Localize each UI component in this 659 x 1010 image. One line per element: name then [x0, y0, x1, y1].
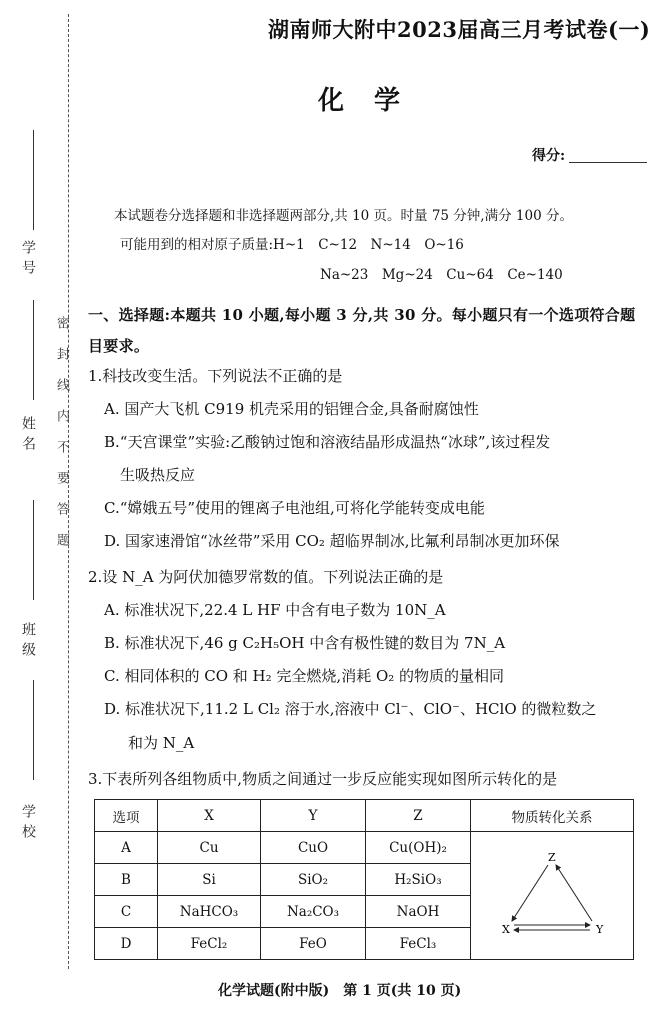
table-cell: SiO₂: [261, 864, 366, 896]
question-2-option-d-cont: 和为 N_A: [128, 734, 195, 752]
table-cell: FeCl₂: [158, 928, 261, 960]
table-row: [95, 832, 634, 864]
question-2-stem: 2.设 N_A 为阿伏加德罗常数的值。下列说法正确的是: [88, 568, 444, 586]
question-2-option-b: B. 标准状况下,46 g C₂H₅OH 中含有极性键的数目为 7N_A: [104, 634, 506, 652]
name-line: [33, 300, 34, 400]
table-header-cell: Z: [366, 800, 471, 832]
table-header-cell: X: [158, 800, 261, 832]
table-cell: FeO: [261, 928, 366, 960]
question-1-option-b-cont: 生吸热反应: [120, 466, 196, 484]
student-no-label: 学号: [20, 240, 36, 280]
section-1-title: 一、选择题:本题共 10 小题,每小题 3 分,共 30 分。每小题只有一个选项符合题目要求。: [88, 306, 636, 355]
table-cell: Na₂CO₃: [261, 896, 366, 928]
question-1-option-b: B.“天宫课堂”实验:乙酸钠过饱和溶液结晶形成温热“冰球”,该过程发: [104, 433, 551, 451]
table-header-row: [95, 800, 634, 832]
intro-line-3: Na~23 Mg~24 Cu~64 Ce~140: [320, 267, 563, 283]
class-label: 班级: [20, 622, 36, 662]
question-1-option-c: C.“嫦娥五号”使用的锂离子电池组,可将化学能转变成电能: [104, 499, 485, 517]
table-cell: D: [95, 928, 158, 960]
score-blank: [569, 162, 647, 163]
diagram-label-y: Y: [596, 922, 604, 936]
question-1-stem: 1.科技改变生活。下列说法不正确的是: [88, 367, 343, 385]
table-cell: Cu(OH)₂: [366, 832, 471, 864]
table-cell: CuO: [261, 832, 366, 864]
question-3-table: [94, 799, 634, 960]
class-line: [33, 500, 34, 600]
subject-title: 化学: [318, 86, 431, 116]
conversion-diagram-cell: [471, 832, 634, 960]
conversion-triangle-diagram: [492, 839, 612, 949]
question-2-option-a: A. 标准状况下,22.4 L HF 中含有电子数为 10N_A: [104, 601, 446, 619]
table-cell: C: [95, 896, 158, 928]
diagram-label-z: Z: [548, 850, 556, 864]
table-cell: NaHCO₃: [158, 896, 261, 928]
question-2-option-c: C. 相同体积的 CO 和 H₂ 完全燃烧,消耗 O₂ 的物质的量相同: [104, 667, 505, 685]
arrow-z-to-x: [512, 865, 548, 921]
school-line: [33, 680, 34, 780]
table-cell: H₂SiO₃: [366, 864, 471, 896]
question-2-option-d: D. 标准状况下,11.2 L Cl₂ 溶于水,溶液中 Cl⁻、ClO⁻、HClO 的微粒数之: [104, 700, 597, 718]
table-cell: B: [95, 864, 158, 896]
intro-line-1: 本试题卷分选择题和非选择题两部分,共 10 页。时量 75 分钟,满分 100 分。: [114, 208, 573, 224]
table-header-cell: 物质转化关系: [471, 800, 634, 832]
table-cell: NaOH: [366, 896, 471, 928]
table-cell: Cu: [158, 832, 261, 864]
table-cell: A: [95, 832, 158, 864]
question-1-option-a: A. 国产大飞机 C919 机壳采用的铝锂合金,具备耐腐蚀性: [104, 400, 479, 418]
table-cell: FeCl₃: [366, 928, 471, 960]
arrow-y-to-z: [556, 865, 592, 921]
table-header-cell: Y: [261, 800, 366, 832]
seal-warning-text: 密封线内不要答题: [54, 316, 69, 564]
table-header-cell: 选项: [95, 800, 158, 832]
diagram-label-x: X: [502, 922, 510, 936]
question-1-option-d: D. 国家速滑馆“冰丝带”采用 CO₂ 超临界制冰,比氟利昂制冰更加环保: [104, 532, 560, 550]
score-field: [532, 145, 647, 165]
score-label: 得分:: [532, 148, 566, 164]
page-footer: 化学试题(附中版) 第 1 页(共 10 页): [218, 983, 462, 999]
exam-title: 湖南师大附中2023届高三月考试卷(一): [268, 17, 651, 42]
intro-line-2: 可能用到的相对原子质量:H~1 C~12 N~14 O~16: [120, 237, 464, 253]
name-label: 姓名: [20, 416, 36, 456]
table-cell: Si: [158, 864, 261, 896]
school-label: 学校: [20, 804, 36, 844]
question-3-stem: 3.下表所列各组物质中,物质之间通过一步反应能实现如图所示转化的是: [88, 770, 558, 788]
student-no-line: [33, 130, 34, 230]
